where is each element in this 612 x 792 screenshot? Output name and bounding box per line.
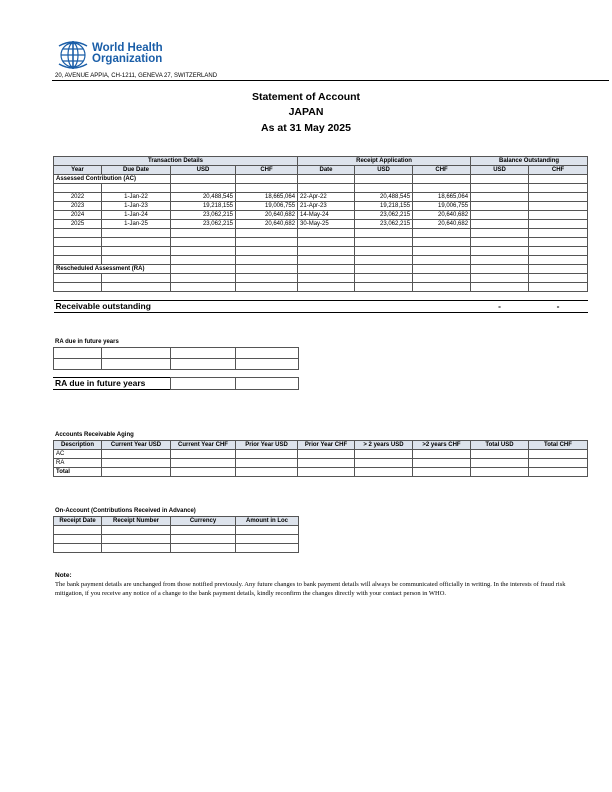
table-row: 2025 1-Jan-25 23,062,215 20,640,682 30-May-25 23,062,215 20,640,682 bbox=[54, 220, 588, 229]
aging-col-2y-chf: >2 years CHF bbox=[413, 441, 471, 450]
ra-future-table bbox=[53, 347, 299, 370]
aging-col-prior-usd: Prior Year USD bbox=[236, 441, 298, 450]
aging-col-current-usd: Current Year USD bbox=[102, 441, 171, 450]
col-balance-chf: CHF bbox=[529, 166, 588, 175]
ra-future-big-label: RA due in future years bbox=[53, 378, 170, 390]
table-row: 2022 1-Jan-22 20,488,545 18,665,064 22-Apr-22 20,488,545 18,665,064 bbox=[54, 193, 588, 202]
note-body: The bank payment details are unchanged from those notified previously. Any future changes to bank payment details will always be communicated officially in writing. In the interests of fraud risk mitigation, if you receive any notice of a change to the bank payment details, kindly reconfirm the changes directly with your contact person in WHO. bbox=[55, 581, 566, 597]
aging-col-total-chf: Total CHF bbox=[529, 441, 588, 450]
table-row: Total bbox=[54, 468, 588, 477]
on-account-col-receipt-date: Receipt Date bbox=[54, 517, 102, 526]
on-account-table bbox=[53, 516, 299, 553]
col-balance-usd: USD bbox=[471, 166, 529, 175]
org-name: World Health Organization bbox=[92, 42, 163, 65]
col-due-date: Due Date bbox=[102, 166, 171, 175]
on-account-col-currency: Currency bbox=[171, 517, 236, 526]
aging-col-2y-usd: > 2 years USD bbox=[355, 441, 413, 450]
statement-title: Statement of Account bbox=[251, 91, 361, 103]
statement-table bbox=[53, 156, 588, 313]
col-receipt-usd: USD bbox=[355, 166, 413, 175]
col-chf: CHF bbox=[236, 166, 298, 175]
ac-section-label: Assessed Contribution (AC) bbox=[54, 175, 171, 184]
group-transaction-details: Transaction Details bbox=[54, 157, 298, 166]
note-title: Note: bbox=[55, 572, 72, 579]
aging-label: Accounts Receivable Aging bbox=[55, 432, 134, 438]
col-receipt-date: Date bbox=[298, 166, 355, 175]
col-year: Year bbox=[54, 166, 102, 175]
table-row: 2023 1-Jan-23 19,218,155 19,006,755 21-Apr-23 19,218,155 19,006,755 bbox=[54, 202, 588, 211]
group-balance-outstanding: Balance Outstanding bbox=[471, 157, 588, 166]
table-row: 2024 1-Jan-24 23,062,215 20,640,682 14-May-24 23,062,215 20,640,682 bbox=[54, 211, 588, 220]
on-account-label: On-Account (Contributions Received in Advance) bbox=[55, 508, 196, 514]
ra-future-small-label: RA due in future years bbox=[55, 339, 119, 345]
aging-col-description: Description bbox=[54, 441, 102, 450]
statement-country: JAPAN bbox=[288, 106, 324, 118]
col-receipt-chf: CHF bbox=[413, 166, 471, 175]
statement-date: As at 31 May 2025 bbox=[261, 122, 351, 134]
table-row: AC bbox=[54, 450, 588, 459]
org-address: 20, AVENUE APPIA, CH-1211, GENEVA 27, SWITZERLAND bbox=[55, 73, 218, 79]
on-account-col-receipt-number: Receipt Number bbox=[102, 517, 171, 526]
aging-col-prior-chf: Prior Year CHF bbox=[298, 441, 355, 450]
group-receipt-application: Receipt Application bbox=[298, 157, 471, 166]
header-rule bbox=[52, 80, 609, 81]
ra-section-label: Rescheduled Assessment (RA) bbox=[54, 265, 171, 274]
on-account-col-amount: Amount in Loc bbox=[236, 517, 299, 526]
receivable-usd: - bbox=[498, 301, 501, 311]
ra-future-total bbox=[53, 377, 299, 390]
receivable-outstanding-label: Receivable outstanding bbox=[55, 301, 151, 311]
aging-col-current-chf: Current Year CHF bbox=[171, 441, 236, 450]
aging-table bbox=[53, 440, 588, 477]
receivable-chf: - bbox=[556, 301, 560, 311]
table-row: RA bbox=[54, 459, 588, 468]
col-usd: USD bbox=[171, 166, 236, 175]
aging-col-total-usd: Total USD bbox=[471, 441, 529, 450]
